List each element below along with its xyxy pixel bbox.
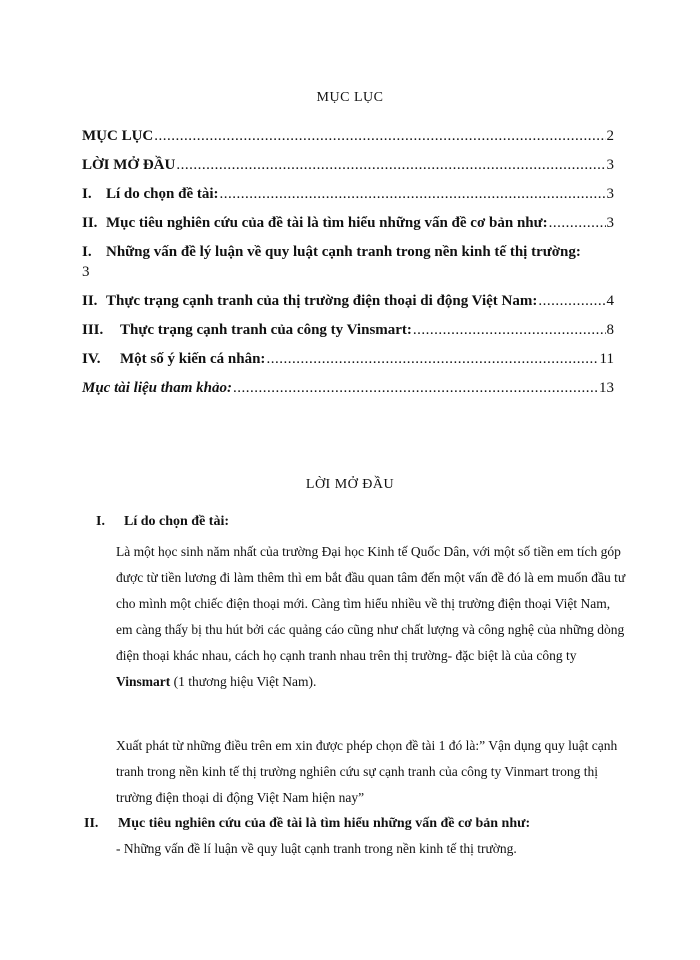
toc-entry-page: 13: [599, 380, 614, 396]
toc-entry-label: Mục tiêu nghiên cứu của đề tài là tìm hiểu những vấn đề cơ bản như:: [106, 215, 548, 231]
toc-leader-dots: [233, 380, 598, 397]
toc-entry-number: III.: [82, 322, 104, 338]
toc-entry-page: 3: [82, 264, 90, 280]
toc-entry-loi-mo-dau[interactable]: [82, 157, 614, 174]
toc-entry-page: 4: [606, 293, 614, 309]
toc-entry-page: 11: [599, 351, 614, 367]
toc-entry-thuc-trang-thi-truong[interactable]: [82, 293, 614, 310]
toc-entry-tai-lieu[interactable]: [82, 380, 614, 397]
toc-leader-dots: [266, 351, 598, 368]
toc-leader-dots: [176, 157, 605, 174]
toc-entry-label: Lí do chọn đề tài:: [106, 186, 219, 202]
section-2-line-1: - Những vấn đề lí luận về quy luật cạnh tranh trong nền kinh tế thị trường.: [116, 841, 517, 856]
toc-title: MỤC LỤC: [316, 90, 384, 105]
section-1-paragraph-2: Xuất phát từ những điều trên em xin được phép chọn đề tài 1 đó là:” Vận dụng quy luật cạnh tranh trong nền kinh tế thị trường nghiên cứu sự cạnh tranh của công ty Vinmart trong thị trường điện thoại di động Việt Nam hiện nay”: [116, 738, 618, 805]
paragraph-text: Là một học sinh năm nhất của trường Đại học Kinh tế Quốc Dân, với một số tiền em tích góp được từ tiền lương đi làm thêm thì em bắt đầu quan tâm đến một vấn đề đó là em muốn đầu tư cho mình một chiếc điện thoại mới. Càng tìm hiểu nhiều về thị trường điện thoại Việt Nam, em càng thấy bị thu hút bởi các quảng cáo cũng như chất lượng và công nghệ của những dòng điện thoại khác nhau, cách họ cạnh tranh nhau trên thị trường- đặc biệt là của công ty: [116, 544, 626, 663]
section-1-paragraph-1: [116, 539, 626, 695]
toc-leader-dots: [413, 322, 606, 339]
intro-title: LỜI MỞ ĐẦU: [305, 477, 395, 492]
toc-entry-label: Thực trạng cạnh tranh của thị trường điện thoại di động Việt Nam:: [106, 293, 538, 309]
toc-leader-dots: [220, 186, 606, 203]
toc-entry-thuc-trang-vinsmart[interactable]: [82, 322, 614, 339]
toc-entry-label: Mục tài liệu tham khảo:: [82, 380, 233, 396]
toc-entry-y-kien[interactable]: [82, 351, 614, 368]
toc-entry-page: 3: [606, 186, 614, 202]
toc-entry-number: IV.: [82, 351, 101, 367]
toc-entry-number: II.: [82, 215, 98, 231]
section-1-heading: Lí do chọn đề tài:: [124, 514, 230, 529]
toc-entry-li-do[interactable]: [82, 186, 614, 203]
section-1-number: I.: [96, 514, 105, 529]
section-2-heading: Mục tiêu nghiên cứu của đề tài là tìm hiểu những vấn đề cơ bản như:: [118, 816, 531, 831]
toc-entry-label: Thực trạng cạnh tranh của công ty Vinsmart:: [120, 322, 412, 338]
toc-entry-page: 3: [606, 215, 614, 231]
toc-entry-page: 2: [606, 128, 614, 144]
paragraph-text: (1 thương hiệu Việt Nam).: [170, 674, 317, 689]
toc-entry-muc-tieu[interactable]: [82, 215, 614, 232]
toc-entry-label: LỜI MỞ ĐẦU: [82, 157, 176, 173]
toc-entry-van-de-ly-luan[interactable]: [82, 242, 622, 282]
section-2-number: II.: [84, 816, 99, 831]
toc-entry-page: 3: [606, 157, 614, 173]
toc-leader-dots: [538, 293, 605, 310]
toc-entry-muc-luc[interactable]: [82, 128, 614, 145]
toc-entry-number: II.: [82, 293, 98, 309]
toc-entry-label: MỤC LỤC: [82, 128, 154, 144]
toc-entry-label: Những vấn đề lý luận về quy luật cạnh tranh trong nền kinh tế thị trường:: [106, 244, 581, 260]
brand-name: Vinsmart: [116, 674, 171, 689]
toc-entry-number: I.: [82, 244, 92, 260]
toc-entry-number: I.: [82, 186, 92, 202]
toc-entry-page: 8: [606, 322, 614, 338]
toc-leader-dots: [549, 215, 606, 232]
toc-entry-label: Một số ý kiến cá nhân:: [120, 351, 266, 367]
toc-leader-dots: [154, 128, 605, 145]
